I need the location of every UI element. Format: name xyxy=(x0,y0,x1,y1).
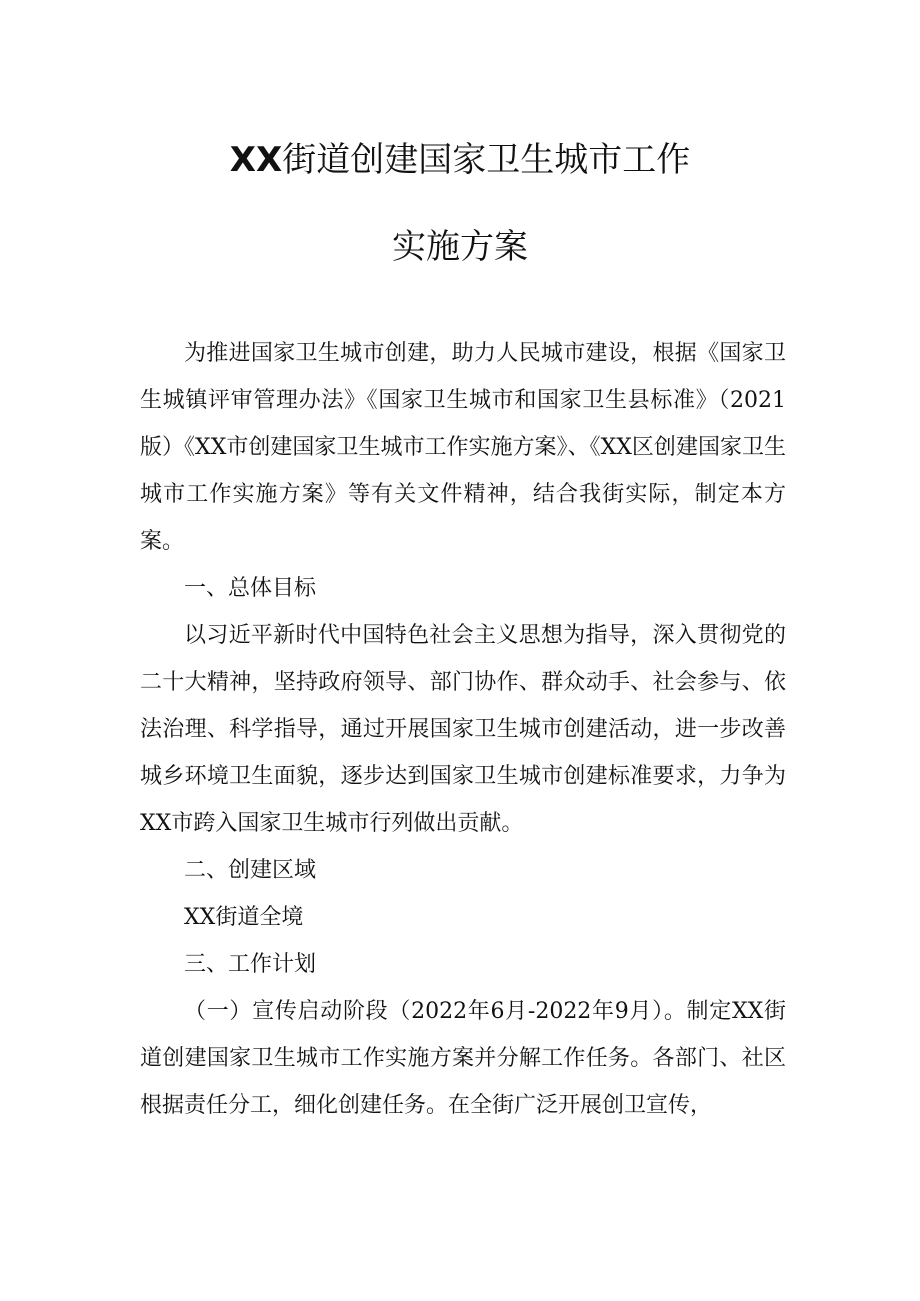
section-heading-overall-goal: 一、总体目标 xyxy=(184,576,317,601)
document-title-line-1 xyxy=(0,140,920,180)
document-body xyxy=(140,330,786,1129)
creation-area-paragraph: XX街道全境 xyxy=(184,905,304,930)
work-plan-paragraph: （一）宣传启动阶段（2022年6月-2022年9月）。制定XX街道创建国家卫生城市工作实施方案并分解工作任务。各部门、社区根据责任分工，细化创建任务。在全街广泛开展创卫宣传， xyxy=(140,999,786,1118)
title-prefix: XX xyxy=(229,140,283,180)
document-title-line-2: 实施方案 xyxy=(392,227,528,267)
intro-paragraph: 为推进国家卫生城市创建，助力人民城市建设，根据《国家卫生城镇评审管理办法》《国家卫生城市和国家卫生县标准》（2021版）《XX市创建国家卫生城市工作实施方案》、《XX区创建国家卫生城市工作实施方案》等有关文件精神，结合我街实际，制定本方案。 xyxy=(140,341,786,554)
overall-goal-paragraph: 以习近平新时代中国特色社会主义思想为指导，深入贯彻党的二十大精神，坚持政府领导、部门协作、群众动手、社会参与、依法治理、科学指导，通过开展国家卫生城市创建活动，进一步改善城乡环境卫生面貌，逐步达到国家卫生城市创建标准要求，力争为XX市跨入国家卫生城市行列做出贡献。 xyxy=(140,623,786,836)
section-heading-work-plan: 三、工作计划 xyxy=(184,952,317,977)
section-heading-creation-area: 二、创建区域 xyxy=(184,858,317,883)
title-line-1-text: 街道创建国家卫生城市工作 xyxy=(282,140,691,180)
